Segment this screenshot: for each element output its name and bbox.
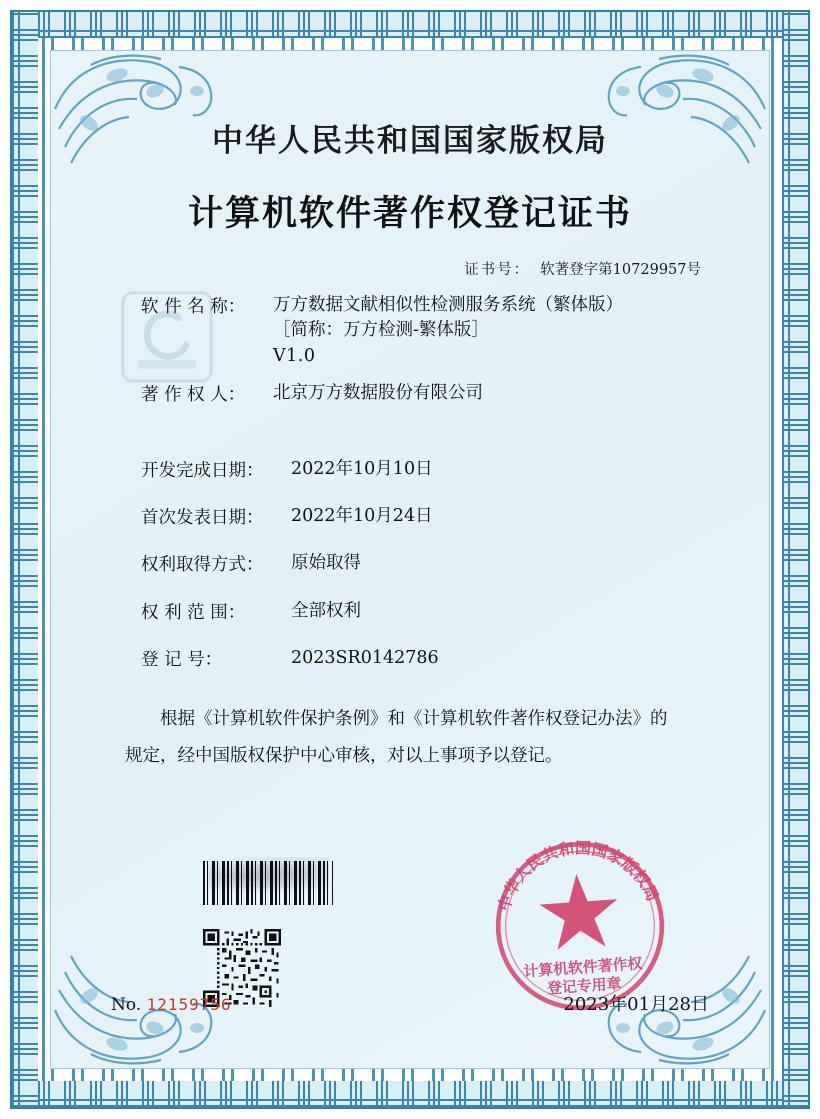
field-row-copyright-owner [141,381,723,406]
statement-line-1: 根据《计算机软件保护条例》和《计算机软件著作权登记办法》的 [160,709,668,730]
border-band-bottom [12,1081,808,1107]
field-value: 北京万方数据股份有限公司 [273,383,483,404]
seal-line-2: 登记专用章 [546,974,622,998]
field-row-software-name [141,293,723,369]
certificate-number-value: 软著登字第10729957号 [540,262,701,278]
field-row-development-date [141,457,723,482]
field-row-first-publish-date [141,504,723,529]
field-label: 软 件 名 称： [141,297,246,317]
issuing-authority-title: 中华人民共和国国家版权局 [212,123,608,159]
field-row-rights-acquisition [141,551,723,576]
field-value: 2023SR0142786 [291,648,439,668]
certificate-number-label: 证书号： [464,262,531,278]
seal-line-1: 计算机软件著作权 [522,954,643,981]
border-band-right [782,12,808,1107]
document-title: 计算机软件著作权登记证书 [187,193,632,234]
certificate-footer [51,990,769,1016]
field-label: 权利取得方式： [141,555,264,576]
field-label: 权 利 范 围： [141,602,246,623]
certificate-number-row [97,258,723,279]
issue-date: 2023年01月28日 [563,994,709,1015]
field-label: 登 记 号： [141,650,223,670]
field-value: 2022年10月24日 [291,505,433,526]
seal-ring-text: 中华人民共和国国家版权局 [494,838,663,914]
field-row-registration-number [141,646,723,671]
spacer [141,413,723,457]
field-label: 著 作 权 人： [141,385,246,406]
field-label: 开发完成日期： [141,460,264,481]
field-value: 2022年10月10日 [291,458,433,479]
software-name-line1: 万方数据文献相似性检测服务系统（繁体版） [273,295,623,315]
field-label: 首次发表日期： [141,507,264,528]
legal-statement [97,701,723,775]
statement-line-2: 规定，经中国版权保护中心审核，对以上事项予以登记。 [125,746,563,767]
decorative-border [10,10,810,1109]
software-version: V1.0 [273,345,316,366]
serial-label: No. [111,995,142,1015]
software-name-line2: ［简称：万方检测-繁体版］ [273,320,489,341]
serial-number [111,995,232,1015]
field-value: 原始取得 [291,553,361,574]
certificate-inner-field [50,50,770,1069]
barcode-icon [203,861,333,905]
border-band-top [12,12,808,38]
border-band-left [12,12,38,1107]
certificate-fields [97,293,723,671]
field-value: 全部权利 [291,600,361,621]
field-value [273,293,623,369]
field-row-rights-scope [141,599,723,624]
serial-value: 12159756 [146,995,232,1014]
